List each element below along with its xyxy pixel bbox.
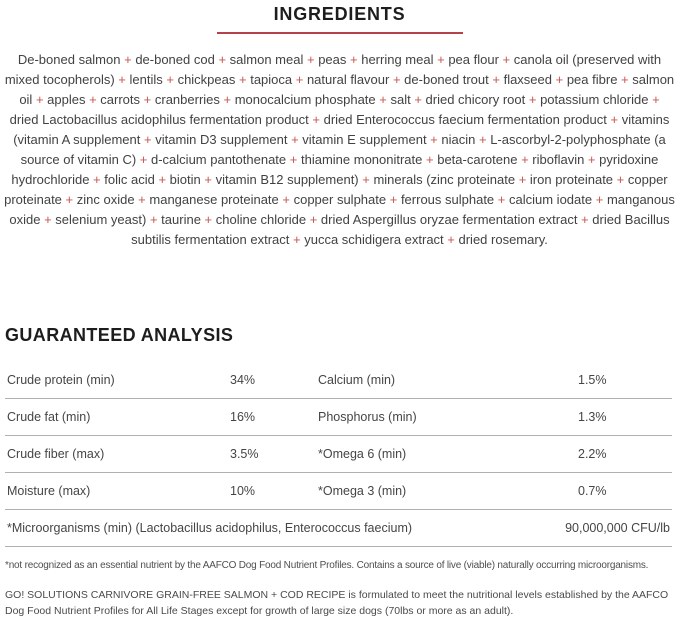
plus-separator: +: [292, 72, 307, 87]
ingredient-item: zinc oxide: [76, 192, 135, 207]
ingredient-item: minerals (zinc proteinate: [373, 172, 516, 187]
analysis-label: Phosphorus (min): [318, 410, 417, 424]
ingredient-item: canola oil (preserved with mixed tocopherols): [4, 52, 662, 87]
ingredient-item: herring meal: [361, 52, 434, 67]
ingredient-item: riboflavin: [532, 152, 585, 167]
ingredient-item: calcium iodate: [509, 192, 593, 207]
ingredient-item: biotin: [169, 172, 201, 187]
plus-separator: +: [498, 52, 514, 67]
plus-separator: +: [475, 132, 491, 147]
ingredient-item: salmon oil: [19, 72, 675, 107]
ingredient-item: de-boned cod: [135, 52, 215, 67]
analysis-label: Calcium (min): [318, 373, 396, 387]
ingredient-item: beta-carotene: [437, 152, 518, 167]
microorganisms-row: [5, 510, 672, 547]
ingredient-item: vitamins (vitamin A supplement: [13, 112, 670, 147]
ingredient-item: potassium chloride: [540, 92, 649, 107]
plus-separator: +: [410, 92, 426, 107]
plus-separator: +: [306, 212, 321, 227]
plus-separator: +: [162, 72, 178, 87]
plus-separator: +: [154, 172, 170, 187]
plus-separator: +: [235, 72, 251, 87]
plus-separator: +: [136, 152, 151, 167]
ingredient-item: thiamine mononitrate: [300, 152, 423, 167]
plus-separator: +: [85, 92, 101, 107]
plus-separator: +: [303, 52, 319, 67]
analysis-value: 16%: [230, 410, 256, 424]
ingredient-item: dried chicory root: [425, 92, 526, 107]
plus-separator: +: [515, 172, 530, 187]
analysis-row: [5, 362, 672, 399]
analysis-label: *Omega 3 (min): [318, 484, 407, 498]
ingredient-item: folic acid: [104, 172, 155, 187]
plus-separator: +: [517, 152, 533, 167]
plus-separator: +: [289, 232, 305, 247]
ingredient-item: manganese proteinate: [149, 192, 279, 207]
ingredient-item: L-ascorbyl-2-polyphosphate (a source of vitamin C): [20, 132, 666, 167]
plus-separator: +: [443, 232, 459, 247]
plus-separator: +: [114, 72, 130, 87]
plus-separator: +: [134, 192, 150, 207]
microorganisms-value: 90,000,000 CFU/lb: [565, 521, 670, 535]
ingredient-item: choline chloride: [215, 212, 307, 227]
ingredient-item: dried rosemary.: [458, 232, 548, 247]
plus-separator: +: [525, 92, 541, 107]
plus-separator: +: [617, 72, 633, 87]
plus-separator: +: [219, 92, 235, 107]
footnote-asterisk: *not recognized as an essential nutrient by the AAFCO Dog Food Nutrient Profiles. Contains a source of live (viable) naturally occurring microorganisms.: [5, 560, 649, 571]
plus-separator: +: [584, 152, 600, 167]
plus-separator: +: [488, 72, 504, 87]
plus-separator: +: [286, 152, 301, 167]
plus-separator: +: [648, 92, 660, 107]
plus-separator: +: [389, 72, 405, 87]
guaranteed-analysis-title: GUARANTEED ANALYSIS: [5, 325, 234, 345]
plus-separator: +: [214, 52, 230, 67]
plus-separator: +: [278, 192, 294, 207]
plus-separator: +: [140, 132, 156, 147]
analysis-value: 2.2%: [578, 447, 607, 461]
plus-separator: +: [494, 192, 509, 207]
plus-separator: +: [146, 212, 162, 227]
analysis-value: 1.3%: [578, 410, 607, 424]
analysis-value: 3.5%: [230, 447, 259, 461]
plus-separator: +: [140, 92, 155, 107]
plus-separator: +: [61, 192, 77, 207]
plus-separator: +: [200, 172, 216, 187]
ingredient-item: dried Bacillus subtilis fermentation extract: [131, 212, 670, 247]
analysis-label: Crude protein (min): [7, 373, 115, 387]
ingredient-item: tapioca: [250, 72, 293, 87]
microorganisms-label: *Microorganisms (min) (Lactobacillus acidophilus, Enterococcus faecium): [7, 521, 413, 535]
ingredient-item: copper sulphate: [293, 192, 387, 207]
ingredient-item: natural flavour: [306, 72, 390, 87]
analysis-value: 10%: [230, 484, 256, 498]
ingredient-item: peas: [318, 52, 347, 67]
plus-separator: +: [552, 72, 567, 87]
plus-separator: +: [346, 52, 362, 67]
ingredient-item: vitamin B12 supplement): [215, 172, 359, 187]
aafco-statement: GO! SOLUTIONS CARNIVORE GRAIN-FREE SALMON + COD RECIPE is formulated to meet the nutritional levels established by the AAFCO Dog Food Nutrient Profiles for All Life Stages except for growth of large size dogs (70lbs or more as an adult).: [5, 589, 669, 617]
analysis-row: [5, 436, 672, 473]
ingredient-item: monocalcium phosphate: [234, 92, 376, 107]
plus-separator: +: [592, 192, 607, 207]
ingredient-item: pea fibre: [566, 72, 618, 87]
ingredient-item: selenium yeast): [55, 212, 147, 227]
plus-separator: +: [89, 172, 105, 187]
analysis-label: Moisture (max): [7, 484, 91, 498]
plus-separator: +: [606, 112, 622, 127]
ingredient-item: pea flour: [448, 52, 499, 67]
analysis-label: Crude fiber (max): [7, 447, 105, 461]
ingredients-paragraph: [4, 50, 675, 250]
ingredient-item: flaxseed: [503, 72, 552, 87]
plus-separator: +: [358, 172, 374, 187]
analysis-label: Crude fat (min): [7, 410, 91, 424]
ingredient-item: de-boned trout: [404, 72, 489, 87]
plus-separator: +: [32, 92, 48, 107]
ingredient-item: vitamin D3 supplement: [155, 132, 288, 147]
analysis-value: 0.7%: [578, 484, 607, 498]
ingredient-item: salmon meal: [229, 52, 304, 67]
ingredient-item: copper proteinate: [4, 172, 668, 207]
ingredient-item: vitamin E supplement: [302, 132, 427, 147]
ingredient-item: yucca schidigera extract: [304, 232, 444, 247]
ingredient-item: chickpeas: [177, 72, 236, 87]
plus-separator: +: [426, 132, 442, 147]
plus-separator: +: [287, 132, 303, 147]
ingredient-item: iron proteinate: [529, 172, 614, 187]
ingredients-title: INGREDIENTS: [273, 4, 406, 24]
plus-separator: +: [308, 112, 324, 127]
plus-separator: +: [375, 92, 391, 107]
ingredient-item: niacin: [441, 132, 476, 147]
analysis-value: 1.5%: [578, 373, 607, 387]
ingredient-item: lentils: [129, 72, 163, 87]
plus-separator: +: [200, 212, 216, 227]
ingredient-item: manganous oxide: [9, 192, 675, 227]
analysis-row: [5, 473, 672, 510]
plus-separator: +: [120, 52, 136, 67]
plus-separator: +: [386, 192, 401, 207]
ingredient-item: salt: [390, 92, 411, 107]
red-divider: [217, 32, 463, 34]
ingredient-item: d-calcium pantothenate: [151, 152, 287, 167]
guaranteed-analysis-table: [5, 362, 672, 547]
plus-separator: +: [433, 52, 449, 67]
ingredient-item: pyridoxine hydrochloride: [11, 152, 659, 187]
ingredient-item: apples: [47, 92, 86, 107]
analysis-value: 34%: [230, 373, 256, 387]
ingredient-item: dried Enterococcus faecium fermentation product: [323, 112, 607, 127]
ingredient-item: taurine: [161, 212, 201, 227]
ingredient-item: dried Lactobacillus acidophilus fermentation product: [9, 112, 309, 127]
ingredient-item: dried Aspergillus oryzae fermentation extract: [320, 212, 578, 227]
ingredient-item: ferrous sulphate: [400, 192, 495, 207]
analysis-label: *Omega 6 (min): [318, 447, 407, 461]
ingredient-item: De-boned salmon: [17, 52, 121, 67]
plus-separator: +: [577, 212, 593, 227]
product-info-page: [0, 3, 679, 642]
plus-separator: +: [422, 152, 438, 167]
ingredient-item: cranberries: [154, 92, 220, 107]
analysis-row: [5, 399, 672, 436]
plus-separator: +: [40, 212, 56, 227]
ingredient-item: carrots: [100, 92, 141, 107]
plus-separator: +: [613, 172, 628, 187]
